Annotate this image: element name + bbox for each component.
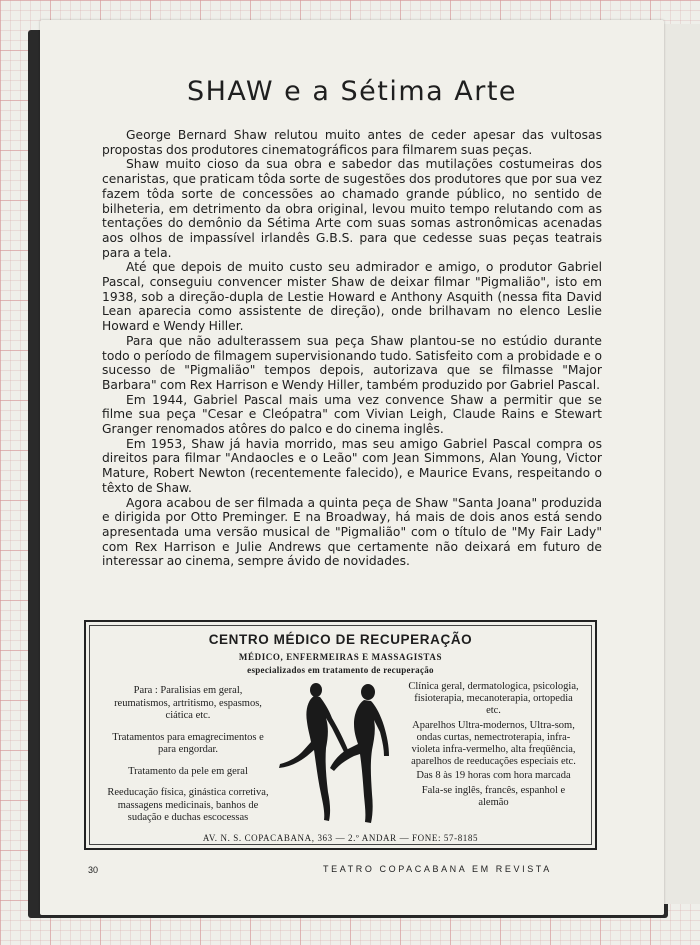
ad-subtitle-specialty: especializados em tratamento de recuperação bbox=[247, 665, 434, 675]
ad-services-list bbox=[406, 681, 581, 811]
article-paragraph: Até que depois de muito custo seu admirador e amigo, o produtor Gabriel Pascal, conseguiu convencer mister Shaw de deixar filmar "Pigmalião", isto em 1938, sob a direção-dupla de Lestie Howard e Anthony Asquith (nessa fita David Lean aparecia como assistente de direção), onde brilhavam no elenco Leslie Howard e Wendy Hiller. bbox=[102, 260, 602, 334]
dancing-figures-icon bbox=[274, 680, 402, 828]
article-paragraph: Shaw muito cioso da sua obra e sabedor das mutilações costumeiras dos cenaristas, que praticam tôda sorte de sugestões dos produtores que por sua vez fazem tôda sorte de concessões ao chamado grande público, no sentido de bilheteria, em detrimento da obra original, levou muito tempo relutando com as tentações do demônio da Sétima Arte com suas somas astronômicas acenadas aos olhos de impassível irlandês G.B.S. para que cedesse suas peças teatrais para a tela. bbox=[102, 157, 602, 260]
article-paragraph: Em 1944, Gabriel Pascal mais uma vez convence Shaw a permitir que se filme sua peça "Cesar e Cleópatra" com Vivian Leigh, Claude Rains e Stewart Granger renomados atôres do palco e do cinema inglês. bbox=[102, 392, 602, 437]
ad-treatment-item: Para : Paralisias em geral, reumatismos, artritismo, espasmos, ciática etc. bbox=[114, 685, 262, 721]
ad-treatment-item: Tratamentos para emagrecimentos e para engordar. bbox=[112, 731, 264, 755]
ad-title: CENTRO MÉDICO DE RECUPERAÇÃO bbox=[208, 632, 473, 647]
ad-service-item: Aparelhos Ultra-modernos, Ultra-som, ondas curtas, nemectroterapia, infra-violeta infra-vermelho, alta freqüência, aparelhos de reeducações especiais etc. bbox=[411, 719, 576, 768]
ad-address: AV. N. S. COPACABANA, 363 — 2.º ANDAR — FONE: 57-8185 bbox=[202, 833, 479, 843]
ad-treatment-item: Reeducação física, ginástica corretiva, massagens medicinais, banhos de sudação e duchas escocessas bbox=[107, 787, 269, 823]
article-paragraph: Agora acabou de ser filmada a quinta peça de Shaw "Santa Joana" produzida e dirigida por Otto Preminger. E na Broadway, há mais de dois anos está sendo apresentada uma versão musical de "Pigmalião" com o título de "My Fair Lady" com Rex Harrison e Julie Andrews que certamente não deixará em futuro de interessar ao cinema, sempre ávido de novidades. bbox=[102, 495, 602, 569]
article-paragraph: George Bernard Shaw relutou muito antes de ceder apesar das vultosas propostas dos produtores cinematográficos para filmarem suas peças. bbox=[102, 128, 602, 157]
ad-subtitle-staff: MÉDICO, ENFERMEIRAS E MASSAGISTAS bbox=[238, 652, 443, 662]
article-title: SHAW e a Sétima Arte bbox=[186, 76, 518, 107]
publication-name: TEATRO COPACABANA EM REVISTA bbox=[323, 864, 552, 874]
ad-service-item: Clínica geral, dermatologica, psicologia, fisioterapia, mecanoterapia, ortopedia etc. bbox=[408, 681, 579, 717]
ad-hours: Das 8 às 19 horas com hora marcada bbox=[416, 770, 571, 782]
ad-treatments-list bbox=[106, 685, 270, 834]
article-paragraph: Para que não adulterassem sua peça Shaw plantou-se no estúdio durante todo o período de filmagem supervisionando tudo. Satisfeito com a probidade e o sucesso de "Pigmalião" tempos depois, autorizava que se filmasse "Major Barbara" com Rex Harrison e Wendy Hiller, também produzido por Gabriel Pascal. bbox=[102, 333, 602, 392]
article-paragraph: Em 1953, Shaw já havia morrido, mas seu amigo Gabriel Pascal compra os direitos para filmar "Andaocles e o Leão" com Jean Simmons, Alan Young, Victor Mature, Robert Newton (recentemente falecido), e Maurice Evans, respeitando o têxto de Shaw. bbox=[102, 436, 602, 495]
magazine-page bbox=[40, 20, 664, 915]
article-body bbox=[102, 128, 602, 569]
ad-treatment-item: Tratamento da pele em geral bbox=[128, 765, 248, 777]
page-number: 30 bbox=[88, 865, 99, 875]
medical-center-ad bbox=[84, 620, 597, 850]
ad-languages: Fala-se inglês, francês, espanhol e alemão bbox=[421, 784, 566, 808]
